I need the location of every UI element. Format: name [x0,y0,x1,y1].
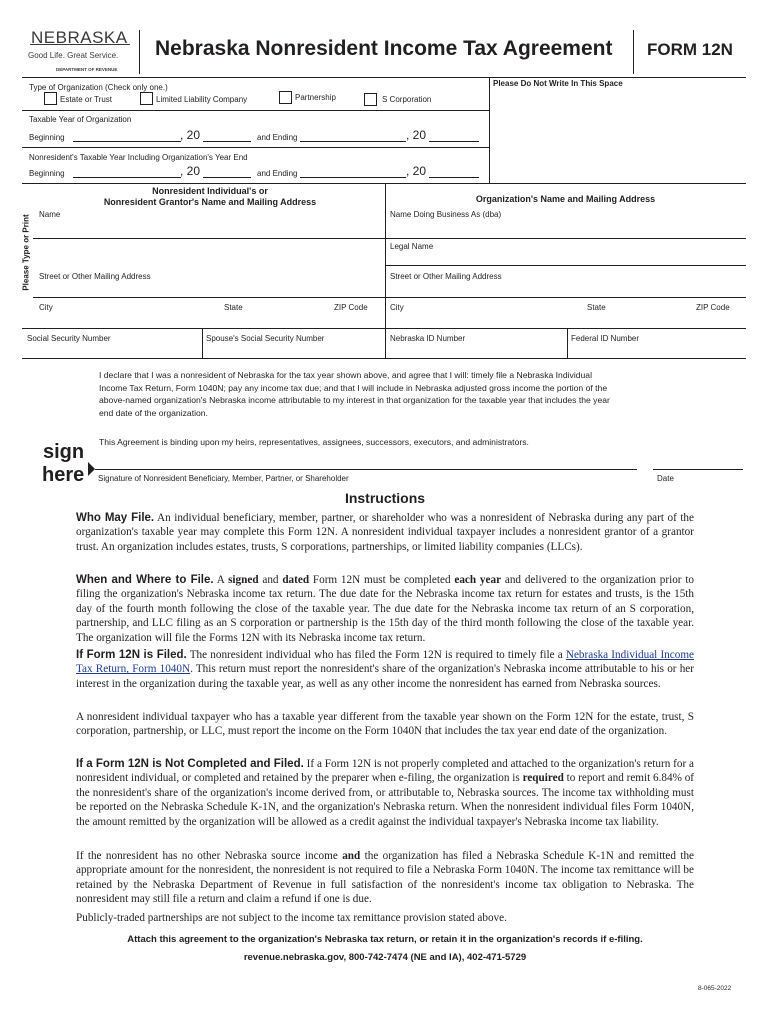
nonresident-street-input[interactable] [39,282,383,298]
ssn-input[interactable] [27,343,201,359]
not-completed [76,757,694,829]
date-input[interactable] [655,452,745,470]
different-year-paragraph: A nonresident individual taxpayer who has a taxable year different from the taxable year shown on the Form 12N for the estate, trust, S corporation, partnership, or LLC, must report the income on the Form 1040N that includes the tax year end date of the organization. [76,711,694,738]
signature-label: Signature of Nonresident Beneficiary, Member, Partner, or Shareholder [98,474,349,483]
checkbox-partnership[interactable] [279,91,292,104]
org-state-input[interactable] [587,312,691,328]
row-rule-1 [22,110,489,111]
row-rule-4 [33,238,746,239]
legal-name-label: Legal Name [390,242,434,251]
organization-heading: Organization's Name and Mailing Address [475,194,656,204]
nonresident-year-end-year-input[interactable] [429,165,483,179]
if-filed-heading: If Form 12N is Filed. [76,649,187,661]
when-text-b: Form 12N must be completed [312,574,451,586]
who-may-file [76,511,694,554]
nonresident-city-input[interactable] [39,312,223,328]
contact-line: revenue.nebraska.gov, 800-742-7474 (NE and IA), 402-471-5729 [243,952,527,963]
when-text-a: A [216,574,225,586]
logo-swoosh [30,44,130,45]
nonresident-year-begin-date-input[interactable] [73,165,185,179]
nonresident-city-label: City [39,303,53,312]
office-box-left [489,77,490,183]
spouse-ssn-label: Spouse's Social Security Number [206,334,325,343]
nonresident-year-twenty: , 20 [180,164,201,178]
legal-name-input[interactable] [390,251,746,266]
row-rule-3 [22,183,746,184]
ssn-divider [202,328,203,358]
org-city-label: City [390,303,404,312]
taxable-year-end-date-input[interactable] [300,129,410,143]
when-text-c: and delivered to the organization prior to filing the organization's Nebraska income tax return. The due date for the Nebraska income tax return for estates and trusts, is the 15th day of the fourth month following the close of the taxable year. The due date for the Nebraska income tax return of an S corporation, partnership, and LLC filing as an S corporation or partnership is the 15th day of the third month following the close of the taxable year. The organization will file the Forms 12N with its Nebraska income tax return. [76,574,695,644]
side-label-type-or-print: Please Type or Print [21,214,31,291]
org-type-label: Type of Organization (Check only one.) [29,83,168,92]
ne-id-label: Nebraska ID Number [390,334,466,343]
address-center-divider [385,183,386,358]
taxable-year-ending-label: and Ending [257,133,298,142]
form-id: FORM 12N [647,40,733,59]
instructions-title: Instructions [344,490,426,506]
spouse-ssn-input[interactable] [206,343,385,359]
checkbox-s-corporation[interactable] [364,93,377,106]
option-estate-trust: Estate or Trust [60,95,113,104]
declaration-line-4: end date of the organization. [99,407,208,418]
row-rule-2 [22,147,489,148]
form-title: Nebraska Nonresident Income Tax Agreement [155,37,613,60]
not-completed-required: required [522,772,564,785]
signature-input[interactable] [98,452,638,470]
nonresident-state-label: State [224,303,243,312]
fed-id-input[interactable] [571,343,747,359]
not-completed-text-a: If a Form 12N is not properly completed and attached to the organization's return for a nonresident individual, or completed and retained by the preparer when e-filing, the organization is [76,758,694,785]
nonresident-year-ending-label: and Ending [257,169,298,178]
form-code: 8-065-2022 [698,985,732,992]
nonresident-zip-input[interactable] [334,312,384,328]
logo-dept: DEPARTMENT OF REVENUE [56,67,118,72]
taxable-year-label: Taxable Year of Organization [29,115,132,124]
who-may-file-heading: Who May File. [76,512,155,524]
nonresident-zip-label: ZIP Code [334,303,368,312]
if-filed [76,648,694,691]
when-signed: signed [228,574,259,586]
publicly-traded-note: Publicly-traded partnerships are not subject to the income tax remittance provision stated above. [76,912,507,924]
ssn-label: Social Security Number [27,334,111,343]
logo-tagline: Good Life. Great Service. [28,51,119,60]
nonresident-name-input[interactable] [39,220,383,238]
logo [26,28,134,76]
header-divider-right [633,30,634,74]
declaration [99,369,699,419]
declaration-line-1: I declare that I was a nonresident of Nebraska for the tax year shown above, and agree that I will: timely file a Nebraska Individual [99,370,592,380]
form-top-rule [22,77,746,78]
nonresident-street-label: Street or Other Mailing Address [39,272,151,281]
attach-statement: Attach this agreement to the organization's Nebraska tax return, or retain it in the organization's records if e-filing. [127,934,643,945]
org-street-label: Street or Other Mailing Address [390,272,502,281]
no-other-income-and: and [342,850,361,862]
nonresident-year-beginning-label: Beginning [29,169,65,178]
no-other-income-text-b: the organization has filed a Nebraska Schedule K-1N and remitted the appropriate amount for the nonresident, the nonresident is not required to file a Nebraska Form 1040N. The income tax remittance will be retained by the Nebraska Department of Revenue in full satisfaction of the nonresident's income tax obligation to Nebraska. The nonresident may still file a return and claim a refund if one is due. [76,850,695,906]
nonresident-year-begin-year-input[interactable] [203,165,255,179]
header-divider [139,30,140,74]
org-state-label: State [587,303,606,312]
logo-text: NEBRASKA [31,28,128,47]
when-where [76,573,694,645]
nonresident-year-end-date-input[interactable] [300,165,410,179]
nonresident-heading-1: Nonresident Individual's or [152,186,268,196]
declaration-line-3: above-named organization's Nebraska income attributable to my interest in that organization for the taxable year that includes the year [99,395,610,406]
form-1040n-link[interactable]: Nebraska Individual Income Tax Return, Form 1040N [76,649,694,676]
nonresident-name-label: Name [39,210,61,219]
dba-label: Name Doing Business As (dba) [390,210,502,219]
org-street-input[interactable] [390,282,746,298]
taxable-year-end-year-input[interactable] [429,129,483,143]
checkbox-llc[interactable] [140,92,153,105]
not-completed-text-b: to report and remit 6.84% of the nonresident's share of the organization's income derived from, or attributable to, Nebraska sources. The income tax withholding must be reported on the Nebraska Schedule K-1N, and the organization's Nebraska return. When the nonresident individual files Form 1040N, the amount remitted by the organization will be allowed as a credit against the individual taxpayer's Nebraska income tax liability. [76,772,695,828]
binding-statement: This Agreement is binding upon my heirs, representatives, assignees, successors, executors, and administrators. [99,437,529,447]
org-city-input[interactable] [390,312,584,328]
option-partnership: Partnership [295,93,336,102]
nonresident-year-twenty-end: , 20 [406,164,427,178]
no-other-income-text-a: If the nonresident has no other Nebraska source income [76,850,338,862]
declaration-line-2: Income Tax Return, Form 1040N; pay any income tax due; and that I will include in Nebraska adjusted gross income the portion of the [99,382,608,393]
id-divider [567,328,568,358]
ne-id-input[interactable] [390,343,566,359]
here-label: here [42,464,85,486]
who-may-file-body: An individual beneficiary, member, partner, or shareholder who was a nonresident of Nebraska during any part of the organization's taxable year may complete this Form 12N. A nonresident individual taxpayer includes a nonresident grantor of a grantor trust. An organization includes estates, trusts, S corporations, partnerships, or limited liability companies (LLCs). [76,512,694,553]
nonresident-state-input[interactable] [224,312,328,328]
taxable-year-begin-year-input[interactable] [203,129,255,143]
no-other-income [76,849,694,907]
org-zip-label: ZIP Code [696,303,730,312]
taxable-year-twenty-end: , 20 [406,128,427,142]
taxable-year-beginning-label: Beginning [29,133,65,142]
option-s-corporation: S Corporation [382,95,432,104]
sign-arrow-icon [88,462,95,476]
fed-id-label: Federal ID Number [571,334,640,343]
sign-label: sign [43,441,85,463]
when-each-year: each year [454,574,502,586]
if-filed-text-b: . This return must report the nonresident's share of the organization's Nebraska income attributable to his or her interest in the organization during the taxable year, as well as any other income the nonresident has earned from Nebraska sources. [76,663,694,690]
dba-input[interactable] [390,220,746,238]
row-rule-7 [22,328,746,329]
nonresident-heading-2: Nonresident Grantor's Name and Mailing Address [103,197,317,207]
checkbox-estate-trust[interactable] [44,92,57,105]
date-label: Date [657,474,674,483]
option-llc: Limited Liability Company [156,95,248,104]
office-use-label: Please Do Not Write In This Space [493,79,623,88]
taxable-year-twenty: , 20 [180,128,201,142]
when-where-heading: When and Where to File. [76,574,214,586]
if-filed-text-a: The nonresident individual who has filed the Form 12N is required to timely file a [189,649,563,661]
not-completed-heading: If a Form 12N is Not Completed and Filed. [76,758,304,770]
taxable-year-begin-date-input[interactable] [73,129,185,143]
nonresident-year-label: Nonresident's Taxable Year Including Organization's Year End [29,153,248,162]
org-zip-input[interactable] [696,312,748,328]
when-and: and [262,574,279,586]
when-dated: dated [282,574,310,586]
